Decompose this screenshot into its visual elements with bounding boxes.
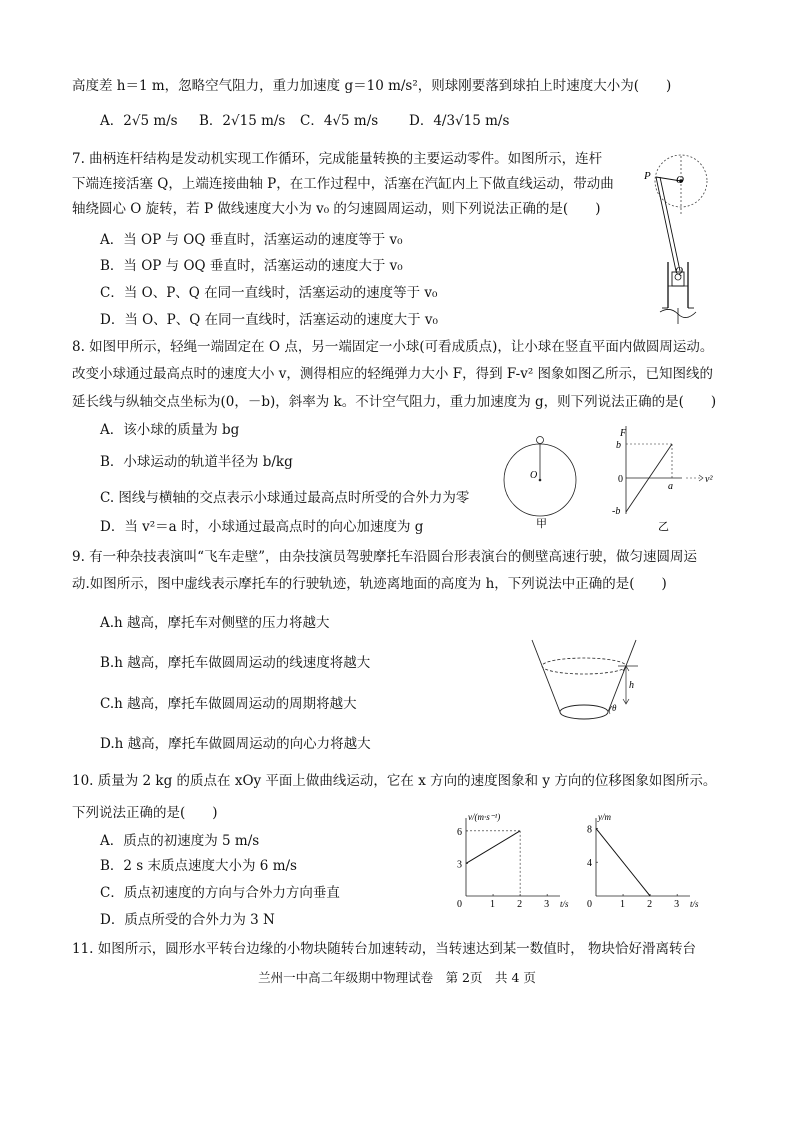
figure-yi-caption: 乙	[658, 521, 669, 533]
x-axis-label: t/s	[560, 899, 569, 909]
cone-stage-figure	[528, 636, 652, 722]
y-tick-label: 6	[457, 826, 462, 838]
q9-option-d: D.h 越高，摩托车做圆周运动的向心力将越大	[100, 736, 371, 752]
series-line	[466, 831, 520, 864]
x-tick-label: 3	[674, 899, 680, 910]
y-tick-label: 4	[587, 858, 592, 870]
x-tick-label: 0	[587, 899, 592, 910]
x-axis-label: t/s	[690, 899, 699, 909]
point-q-label: Q	[675, 265, 683, 277]
x-tick-label: 2	[517, 899, 523, 910]
x-tick-label: 1	[490, 899, 496, 910]
q6-text: 高度差 h＝1 m，忽略空气阻力，重力加速度 g＝10 m/s²，则球刚要落到球拍上时速度大小为( )	[72, 78, 672, 94]
q7-option-c: C．当 O、P、Q 在同一直线时，活塞运动的速度等于 v₀	[100, 285, 438, 301]
v2-axis-label: v²	[705, 474, 713, 485]
q10-option-a: A．质点的初速度为 5 m/s	[100, 833, 260, 849]
q6-option-b: B．2√15 m/s	[199, 113, 286, 129]
q7-line-2: 下端连接活塞 Q，上端连接曲轴 P，在工作过程中，活塞在汽缸内上下做直线运动，带动曲	[72, 176, 614, 192]
q8-option-b-text: B．小球运动的轨道半径为 b/kg	[100, 454, 293, 470]
q7-option-a: A．当 OP 与 OQ 垂直时，活塞运动的速度等于 v₀	[100, 232, 403, 248]
q10-option-b: B．2 s 末质点速度大小为 6 m/s	[100, 858, 297, 874]
q9-line-2: 动.如图所示，图中虚线表示摩托车的行驶轨迹，轨迹离地面的高度为 h，下列说法中正确的是( )	[72, 576, 667, 592]
q8-option-a: A．该小球的质量为 bg	[100, 422, 240, 438]
q10-line-2: 下列说法正确的是( )	[72, 805, 218, 821]
y-axis-label: v/(m·s⁻¹)	[468, 812, 501, 822]
q9-option-c: C.h 越高，摩托车做圆周运动的周期将越大	[100, 696, 357, 712]
q8-option-b	[100, 452, 293, 472]
q6-option-d: D．4/3√15 m/s	[409, 113, 510, 129]
y-axis-label: y/m	[598, 812, 611, 822]
a-label: a	[668, 481, 673, 492]
origin-label: 0	[618, 474, 623, 485]
page-footer: 兰州一中高二年级期中物理试卷 第 2页 共 4 页	[258, 970, 536, 985]
q10-option-c: C．质点初速度的方向与合外力方向垂直	[100, 885, 340, 901]
q8-option-c: C. 图线与横轴的交点表示小球通过最高点时所受的合外力为零	[100, 490, 470, 506]
b-label: b	[616, 440, 621, 451]
q8-line-3: 延长线与纵轴交点坐标为(0，－b)，斜率为 k。不计空气阻力，重力加速度为 g，则下列说法正确的是( )	[72, 394, 717, 410]
q7-line-1: 7. 曲柄连杆结构是发动机实现工作循环，完成能量转换的主要运动零件。如图所示，连杆	[72, 151, 603, 167]
q9-line-1: 9. 有一种杂技表演叫“飞车走壁”，由杂技演员驾驶摩托车沿圆台形表演台的侧壁高速行驶，做匀速圆周运	[72, 549, 697, 565]
q7-option-b: B．当 OP 与 OQ 垂直时，活塞运动的速度大于 v₀	[100, 258, 403, 274]
q7-option-d: D．当 O、P、Q 在同一直线时，活塞运动的速度大于 v₀	[100, 312, 438, 328]
q6-option-a: A．2√5 m/s	[100, 113, 178, 129]
q7-line-3: 轴绕圆心 O 旋转，若 P 做线速度大小为 v₀ 的匀速圆周运动，则下列说法正确的是( )	[72, 201, 601, 217]
q11-line-1: 11. 如图所示，圆形水平转台边缘的小物块随转台加速转动，当转速达到某一数值时， 物块恰好滑离转台	[72, 941, 697, 957]
neg-b-label: -b	[612, 506, 621, 517]
q10-line-1: 10. 质量为 2 kg 的质点在 xOy 平面上做曲线运动，它在 x 方向的速度图象和 y 方向的位移图象如图所示。	[72, 773, 717, 789]
y-tick-label: 3	[457, 859, 462, 871]
height-h-label: h	[629, 680, 634, 691]
center-o-label: O	[530, 470, 538, 481]
q6-option-c: C．4√5 m/s	[300, 113, 379, 129]
x-tick-label: 0	[457, 899, 462, 910]
q8-line-2: 改变小球通过最高点时的速度大小 v，测得相应的轻绳弹力大小 F，得到 F-v² 图象如图乙所示，已知图线的	[72, 366, 714, 382]
x-tick-label: 3	[544, 899, 550, 910]
point-p-label: P	[644, 170, 651, 182]
figure-jia-caption: 甲	[536, 518, 547, 530]
q9-option-a: A.h 越高，摩托车对侧壁的压力将越大	[100, 615, 330, 631]
y-tick-label: 8	[587, 824, 592, 836]
figure-yi-graph	[608, 424, 718, 532]
point-o-label: O	[676, 174, 684, 186]
f-axis-label: F	[620, 428, 627, 439]
x-tick-label: 2	[647, 899, 653, 910]
y-time-chart	[580, 812, 702, 916]
q9-option-b: B.h 越高，摩托车做圆周运动的线速度将越大	[100, 655, 371, 671]
q10-option-d: D．质点所受的合外力为 3 N	[100, 912, 275, 928]
figure-jia-circle	[500, 428, 584, 530]
q8-line-1: 8. 如图甲所示，轻绳一端固定在 O 点，另一端固定一小球(可看成质点)，让小球在竖直平面内做圆周运动。	[72, 339, 714, 355]
q8-option-d: D．当 v²＝a 时，小球通过最高点时的向心加速度为 g	[100, 519, 424, 535]
angle-theta-label: θ	[612, 703, 617, 713]
series-line	[596, 828, 650, 896]
x-tick-label: 1	[620, 899, 626, 910]
crank-mechanism-figure	[636, 150, 736, 332]
vx-time-chart	[450, 812, 572, 916]
